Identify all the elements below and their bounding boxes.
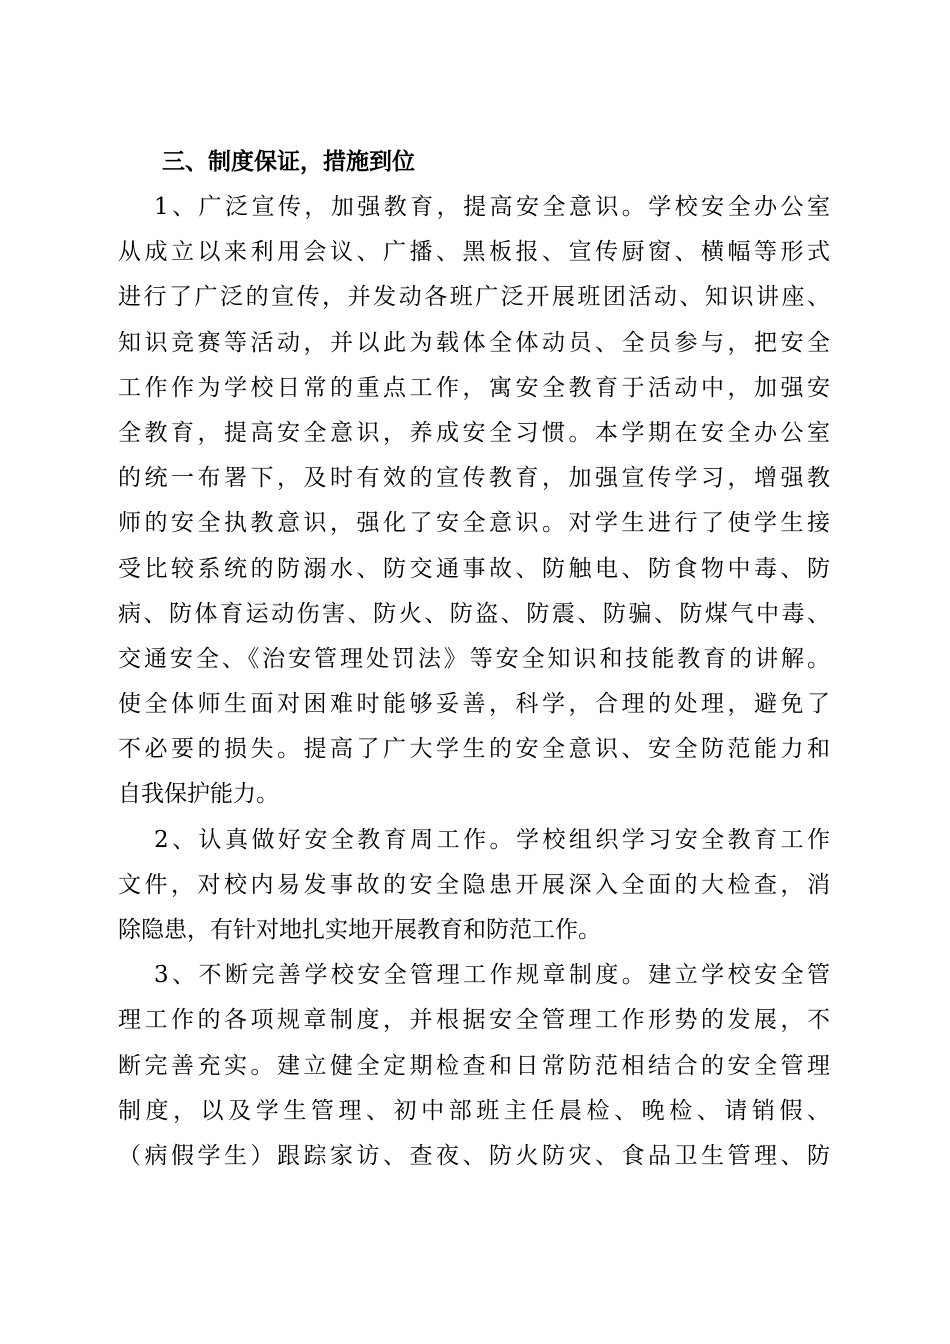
paragraph-line: 理工作的各项规章制度，并根据安全管理工作形势的发展，不: [118, 1007, 830, 1034]
document-body: [118, 140, 830, 1179]
paragraph-line: 工作作为学校日常的重点工作，寓安全教育于活动中，加强安: [118, 374, 830, 401]
paragraph-line: 文件，对校内易发事故的安全隐患开展深入全面的大检查，消: [118, 871, 830, 898]
paragraph-line: 师的安全执教意识，强化了安全意识。对学生进行了使学生接: [118, 510, 830, 537]
paragraph-line: 从成立以来利用会议、广播、黑板报、宣传厨窗、横幅等形式: [118, 239, 830, 266]
paragraph-1: [118, 185, 830, 818]
paragraph-line: 1、广泛宣传，加强教育，提高安全意识。学校安全办公室: [154, 194, 830, 220]
paragraph-line: 全教育，提高安全意识，养成安全习惯。本学期在安全办公室: [118, 419, 830, 446]
paragraph-line: 进行了广泛的宣传，并发动各班广泛开展班团活动、知识讲座、: [118, 284, 830, 311]
paragraph-3: [118, 953, 830, 1179]
paragraph-line: 2、认真做好安全教育周工作。学校组织学习安全教育工作: [154, 826, 830, 853]
paragraph-line: （病假学生）跟踪家访、查夜、防火防灾、食品卫生管理、防: [118, 1142, 830, 1169]
paragraph-line: 病、防体育运动伤害、防火、防盗、防震、防骗、防煤气中毒、: [118, 600, 830, 627]
paragraph-line: 的统一布署下，及时有效的宣传教育，加强宣传学习，增强教: [118, 465, 830, 492]
section-heading: 三、制度保证，措施到位: [162, 149, 415, 175]
paragraph-line: 交通安全、《治安管理处罚法》等安全知识和技能教育的讲解。: [118, 645, 830, 672]
paragraph-line: 使全体师生面对困难时能够妥善，科学，合理的处理，避免了: [118, 691, 830, 718]
paragraph-line: 知识竞赛等活动，并以此为载体全体动员、全员参与，把安全: [118, 329, 830, 356]
paragraph-line: 除隐患，有针对地扎实地开展教育和防范工作。: [118, 917, 601, 943]
paragraph-line: 3、不断完善学校安全管理工作规章制度。建立学校安全管: [154, 962, 830, 989]
paragraph-line: 自我保护能力。: [118, 781, 279, 808]
paragraph-2: [118, 818, 830, 954]
paragraph-line: 受比较系统的防溺水、防交通事故、防触电、防食物中毒、防: [118, 555, 830, 582]
paragraph-line: 制度，以及学生管理、初中部班主任晨检、晚检、请销假、: [118, 1097, 830, 1124]
paragraph-line: 不必要的损失。提高了广大学生的安全意识、安全防范能力和: [118, 736, 830, 763]
paragraph-line: 断完善充实。建立健全定期检查和日常防范相结合的安全管理: [118, 1052, 830, 1079]
